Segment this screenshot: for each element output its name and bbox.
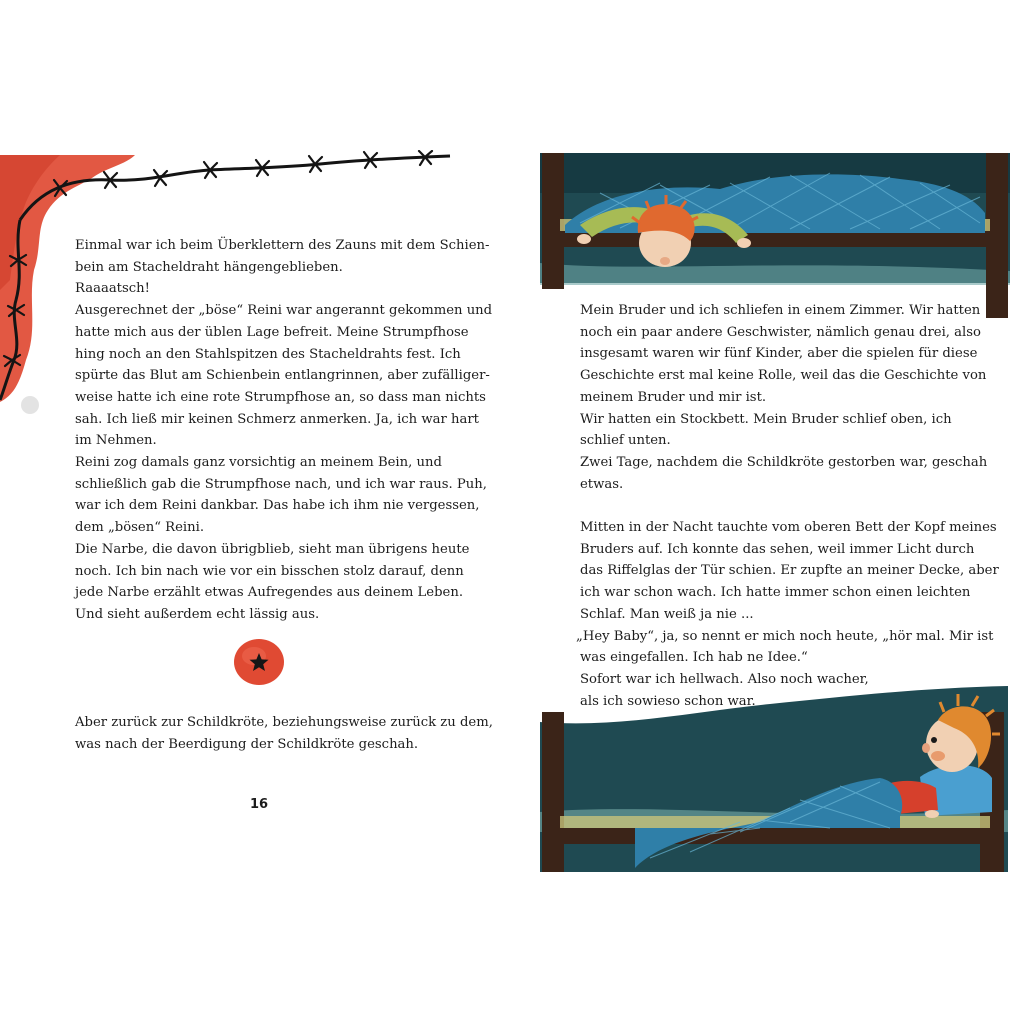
text-line: insgesamt waren wir fünf Kinder, aber die spielen für diese — [580, 346, 978, 362]
text-line: war ich dem Reini dankbar. Das habe ich ihm nie vergessen, — [75, 498, 480, 514]
text-line: Ausgerechnet der „böse“ Reini war angerannt gekommen und — [75, 303, 493, 319]
text-line: im Nehmen. — [75, 433, 157, 449]
text-line: hatte mich aus der üblen Lage befreit. Meine Strumpfhose — [75, 324, 469, 340]
text-line: spürte das Blut am Schienbein entlangrinnen, aber zufälliger- — [75, 368, 490, 384]
page-number: 16 — [249, 797, 269, 812]
text-line: Einmal war ich beim Überklettern des Zauns mit dem Schien- — [75, 238, 490, 253]
text-line: Bruders auf. Ich konnte das sehen, weil immer Licht durch — [580, 541, 975, 557]
text-line: dem „bösen“ Reini. — [75, 520, 205, 536]
text-line: Aber zurück zur Schildkröte, beziehungsweise zurück zu dem, — [75, 715, 493, 730]
text-line: schließlich gab die Strumpfhose nach, und ich war raus. Puh, — [75, 476, 487, 492]
text-line: noch. Ich bin nach wie vor ein bisschen stolz darauf, denn — [75, 563, 464, 579]
text-line: Wir hatten ein Stockbett. Mein Bruder schlief oben, ich — [580, 411, 952, 427]
text-line: was nach der Beerdigung der Schildkröte geschah. — [75, 736, 419, 752]
star-in-red-circle-icon — [232, 636, 286, 688]
text-line: etwas. — [580, 476, 624, 492]
text-line: Mitten in der Nacht tauchte vom oberen Bett der Kopf meines — [580, 520, 997, 535]
text-line: „Hey Baby“, ja, so nennt er mich noch heute, „hör mal. Mir ist — [576, 628, 994, 644]
text-line: Und sieht außerdem echt lässig aus. — [75, 606, 320, 622]
upper-bunk-illustration — [540, 153, 1010, 318]
text-line: weise hatte ich eine rote Strumpfhose an, so dass man nichts — [75, 389, 486, 405]
text-line: ich war schon wach. Ich hatte immer schon einen leichten — [580, 585, 971, 601]
text-line: was eingefallen. Ich hab ne Idee.“ — [580, 650, 808, 666]
text-line: sah. Ich ließ mir keinen Schmerz anmerken. Ja, ich war hart — [75, 411, 479, 427]
text-line: schlief unten. — [580, 433, 671, 449]
text-line: meinem Bruder und mir ist. — [580, 389, 767, 405]
text-line: Reini zog damals ganz vorsichtig an meinem Bein, und — [75, 455, 442, 471]
text-line: noch ein paar andere Geschwister, nämlich genau drei, also — [580, 324, 981, 340]
right-text-block-1 — [580, 300, 987, 495]
text-line: Mein Bruder und ich schliefen in einem Zimmer. Wir hatten — [580, 303, 981, 318]
text-line: Geschichte erst mal keine Rolle, weil das die Geschichte von — [580, 368, 987, 384]
text-line: bein am Stacheldraht hängengeblieben. — [75, 259, 343, 275]
text-line: Schlaf. Man weiß ja nie ... — [580, 606, 754, 622]
left-text-block-2 — [75, 712, 493, 755]
text-line: Zwei Tage, nachdem die Schildkröte gestorben war, geschah — [580, 454, 988, 470]
text-line: Sofort war ich hellwach. Also noch wacher, — [580, 671, 869, 687]
text-line: als ich sowieso schon war. — [580, 693, 756, 709]
text-line: Die Narbe, die davon übrigblieb, sieht man übrigens heute — [75, 541, 470, 557]
text-line: jede Narbe erzählt etwas Aufregendes aus deinem Leben. — [75, 585, 464, 601]
text-line: hing noch an den Stahlspitzen des Stacheldrahts fest. Ich — [75, 346, 461, 362]
lower-bunk-illustration — [540, 682, 1008, 872]
text-line: Raaaatsch! — [75, 281, 150, 297]
left-text-block-1 — [75, 235, 492, 626]
text-line: das Riffelglas der Tür schien. Er zupfte an meiner Decke, aber — [580, 563, 999, 579]
